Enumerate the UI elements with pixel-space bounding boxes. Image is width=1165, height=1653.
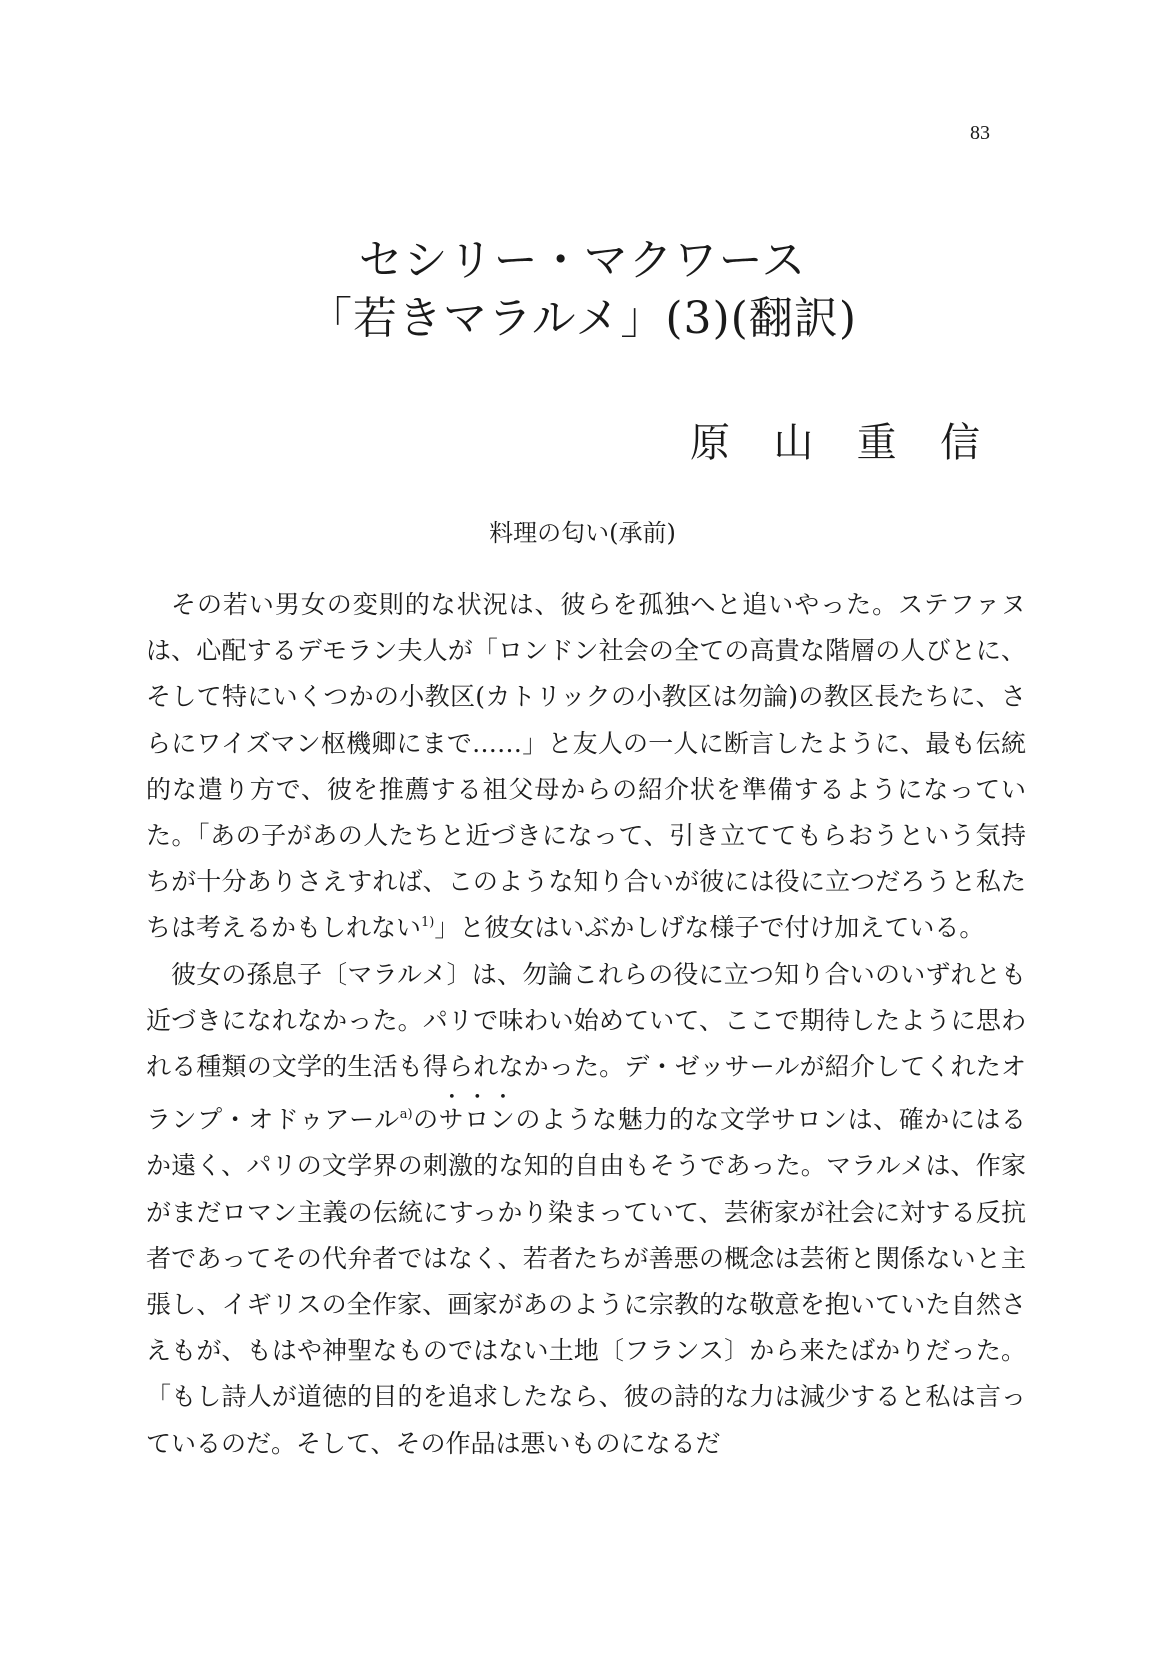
title-line-1: セシリー・マクワース <box>358 235 807 286</box>
paragraph-text: 」と彼女はいぶかしげな様子で付け加えている。 <box>434 913 985 943</box>
title-line-2: 「若きマラルメ」(3)(翻訳) <box>307 293 858 344</box>
paragraph-text: 彼女の孫息子〔マラルメ〕は、勿論これらの役に立つ知り合いのいずれとも近づきになれなかった。パリで味わい始めていて、ここで期待したように思われる種類の文学的生活も得られなかった。デ・ゼッサールが紹介してくれたオランプ・オドゥアール <box>146 959 1026 1135</box>
paragraph-1 <box>146 582 1026 952</box>
footnote-marker: a) <box>399 1107 413 1123</box>
footnote-marker: 1) <box>421 915 435 931</box>
author-name <box>690 418 980 468</box>
paragraph-2 <box>146 952 1026 1467</box>
page-number: 83 <box>970 122 990 144</box>
page-title <box>0 232 1165 348</box>
author-char: 原 <box>690 420 730 466</box>
paragraph-text: その若い男女の変則的な状況は、彼らを孤独へと追いやった。ステファヌは、心配するデモラン夫人が「ロンドン社会の全ての高貴な階層の人びとに、そして特にいくつかの小教区(カトリックの小教区は勿論)の教区長たちに、さらにワイズマン枢機卿にまで……」と友人の一人に断言したように、最も伝統的な遣り方で、彼を推薦する祖父母からの紹介状を準備するようになっていた。「あの子があの人たちと近づきになって、引き立ててもらおうという気持ちが十分ありさえすれば、このような知り合いが彼には役に立つだろうと私たちは考えるかもしれない <box>146 590 1026 943</box>
author-char: 信 <box>939 420 980 466</box>
body-text <box>146 582 1026 1467</box>
author-char: 重 <box>856 420 897 466</box>
paragraph-text: のような魅力的な文学サロンは、確かにはるか遠く、パリの文学界の刺激的な知的自由もそうであった。マラルメは、作家がまだロマン主義の伝統にすっかり染まっていて、芸術家が社会に対する反抗者であってその代弁者ではなく、若者たちが善悪の概念は芸術と関係ないと主張し、イギリスの全作家、画家があのように宗教的な敬意を抱いていた自然さえもが、もはや神聖なものではない土地〔フランス〕から来たばかりだった。「もし詩人が道徳的目的を追求したなら、彼の詩的な力は減少すると私は言っているのだ。そして、その作品は悪いものになるだ <box>146 1105 1026 1458</box>
emphasis-text: サロン <box>438 1105 516 1135</box>
author-char: 山 <box>773 420 814 466</box>
paragraph-text: の <box>412 1105 439 1135</box>
section-heading: 料理の匂い(承前) <box>489 519 676 547</box>
